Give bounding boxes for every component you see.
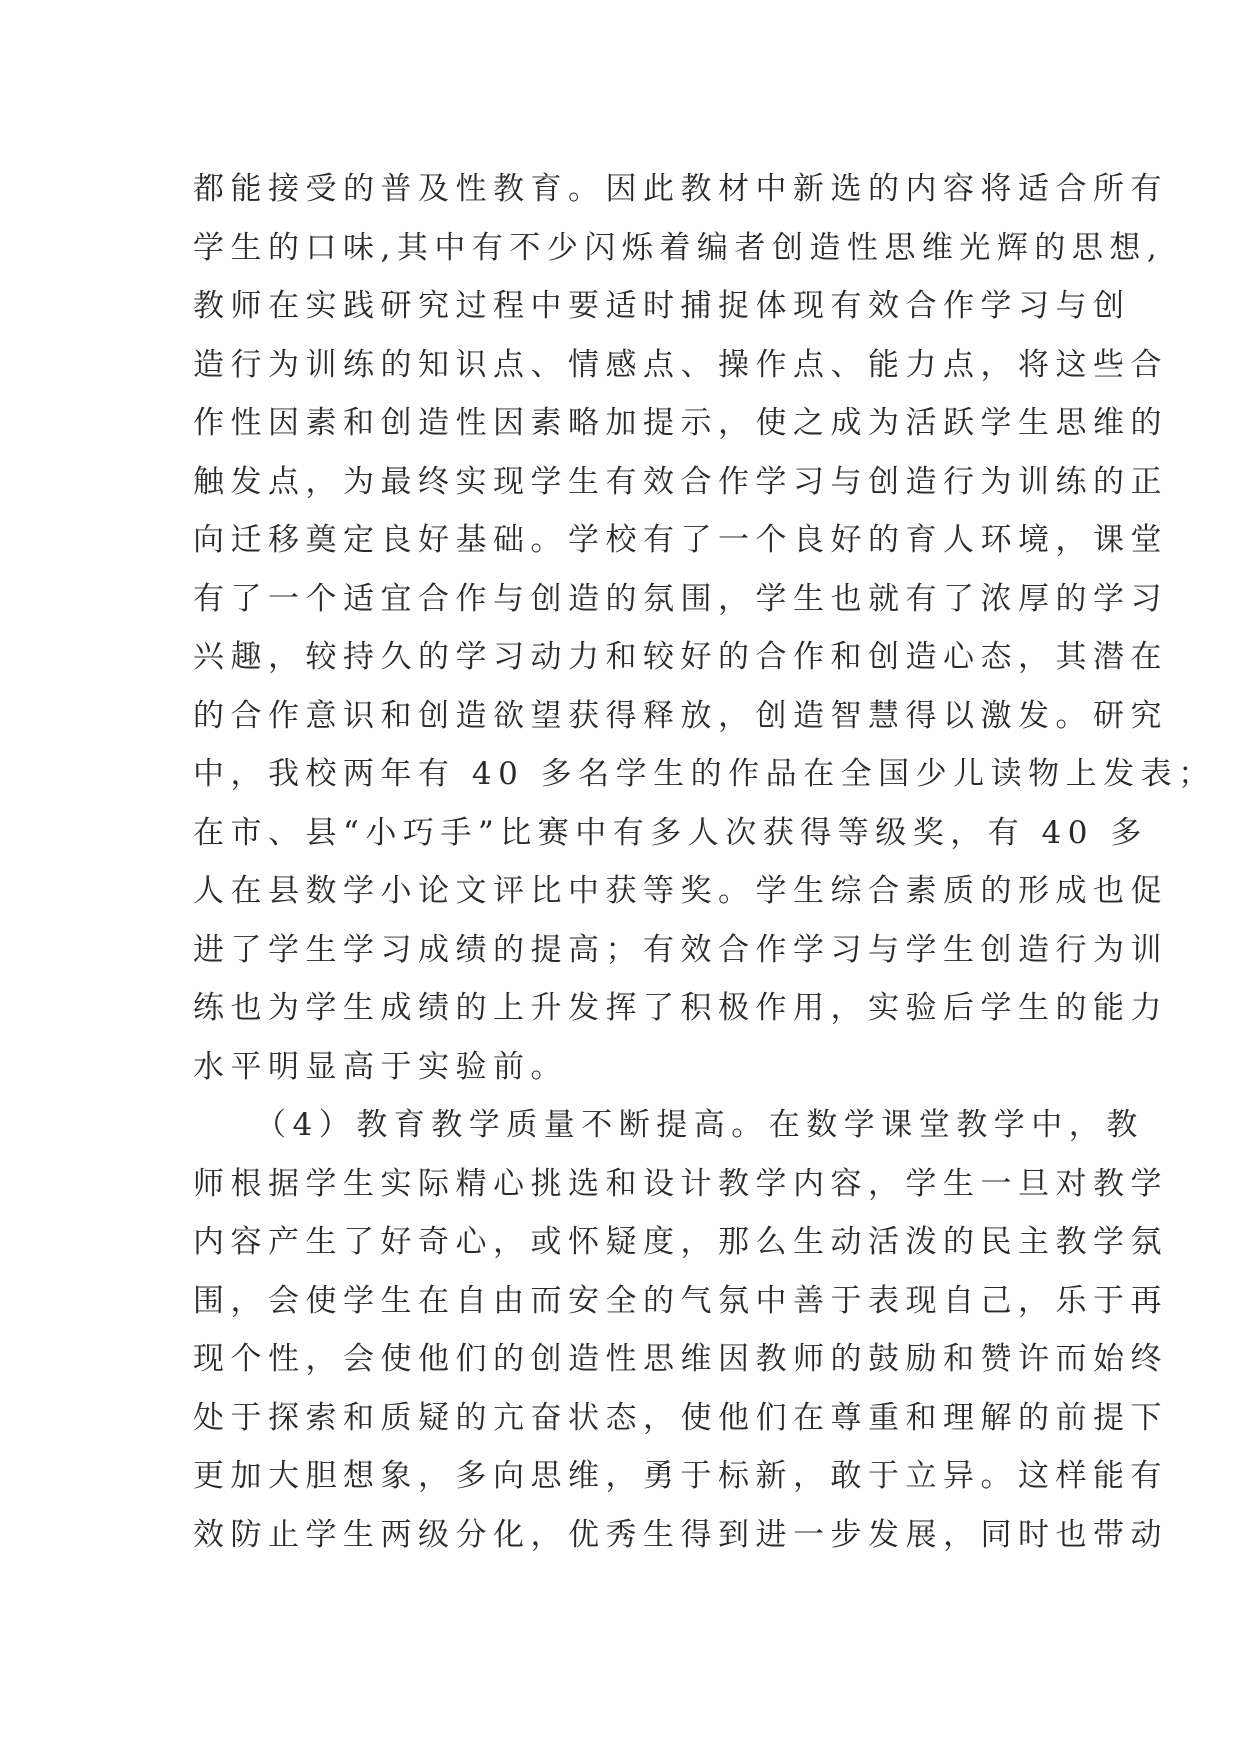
text-line: 师根据学生实际精心挑选和设计教学内容，学生一旦对教学 [193, 1165, 1168, 1202]
text-line: 练也为学生成绩的上升发挥了积极作用，实验后学生的能力 [193, 990, 1168, 1026]
text-line: 作性因素和创造性因素略加提示，使之成为活跃学生思维的 [193, 405, 1168, 441]
text-line: 处于探索和质疑的亢奋状态，使他们在尊重和理解的前提下 [193, 1399, 1168, 1436]
text-line: 向迁移奠定良好基础。学校有了一个良好的育人环境，课堂 [193, 522, 1168, 558]
text-line: 有了一个适宜合作与创造的氛围，学生也就有了浓厚的学习 [193, 580, 1168, 617]
text-line: 学生的口味,其中有不少闪烁着编者创造性思维光辉的思想, [193, 229, 1164, 266]
body-text [193, 160, 1216, 1564]
text-line: 兴趣，较持久的学习动力和较好的合作和创造心态，其潜在 [193, 639, 1168, 675]
text-line: 都能接受的普及性教育。因此教材中新选的内容将适合所有 [193, 171, 1168, 207]
text-line: 效防止学生两级分化，优秀生得到进一步发展，同时也带动 [193, 1516, 1168, 1553]
text-line: 触发点，为最终实现学生有效合作学习与创造行为训练的正 [193, 463, 1168, 500]
text-line: 现个性，会使他们的创造性思维因教师的鼓励和赞许而始终 [193, 1341, 1168, 1377]
text-line: 内容产生了好奇心，或怀疑度，那么生动活泼的民主教学氛 [193, 1224, 1168, 1260]
text-line: 进了学生学习成绩的提高；有效合作学习与学生创造行为训 [193, 931, 1168, 968]
text-line: 水平明显高于实验前。 [193, 1048, 568, 1085]
text-line: 围，会使学生在自由而安全的气氛中善于表现自己，乐于再 [193, 1282, 1168, 1319]
text-line: 中，我校两年有 40 多名学生的作品在全国少儿读物上发表； [193, 756, 1216, 792]
text-line: 造行为训练的知识点、情感点、操作点、能力点，将这些合 [193, 346, 1168, 383]
text-line: 人在县数学小论文评比中获等奖。学生综合素质的形成也促 [193, 873, 1168, 909]
text-line: 在市、县“小巧手”比赛中有多人次获得等级奖，有 40 多 [193, 814, 1148, 851]
text-line: 的合作意识和创造欲望获得释放，创造智慧得以激发。研究 [193, 697, 1168, 734]
text-line: 更加大胆想象，多向思维，勇于标新，敢于立异。这样能有 [193, 1458, 1168, 1494]
paragraph-start-line: （4）教育教学质量不断提高。在数学课堂教学中，教 [255, 1107, 1144, 1143]
text-line: 教师在实践研究过程中要适时捕捉体现有效合作学习与创 [193, 288, 1131, 324]
